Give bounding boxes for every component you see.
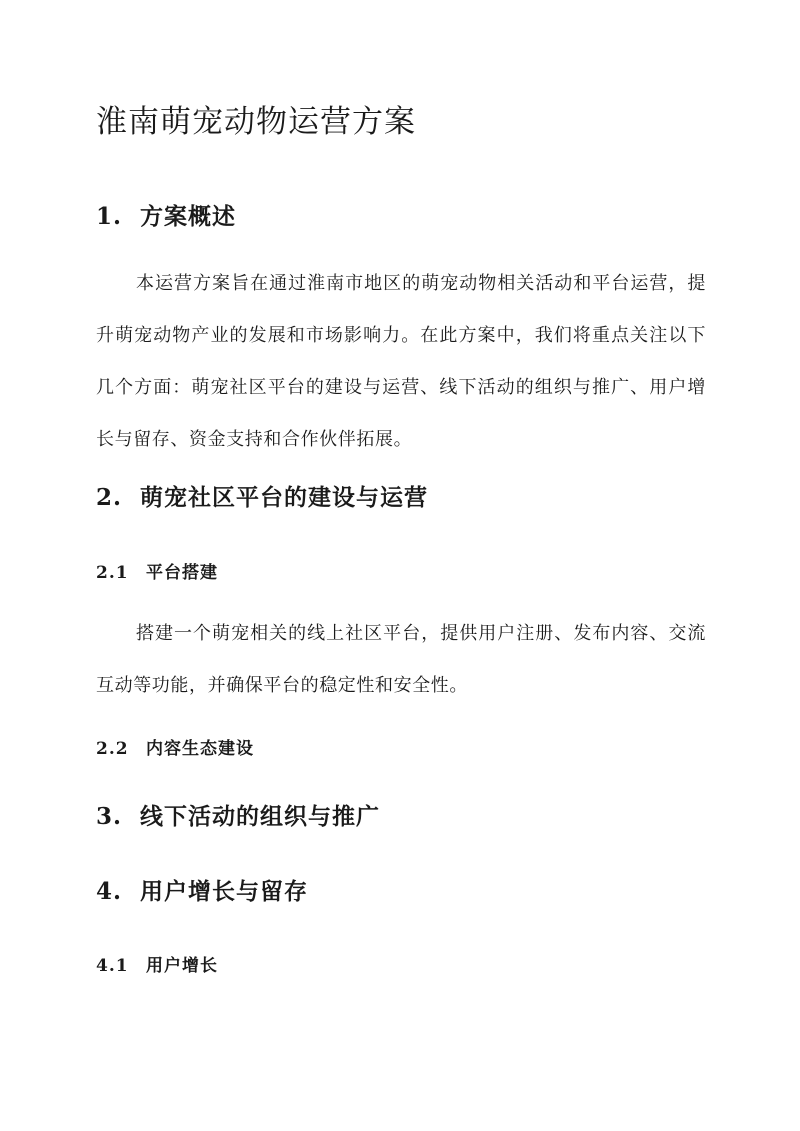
section-title: 线下活动的组织与推广: [140, 803, 380, 830]
section-title: 用户增长与留存: [140, 878, 308, 905]
subsection-number: 4.1: [96, 956, 129, 976]
section-heading-overview: [96, 198, 236, 231]
subsection-heading-user-acquisition: [96, 951, 218, 976]
subsection-number: 2.1: [96, 563, 129, 583]
section-number: 4.: [96, 878, 123, 905]
section-title: 萌宠社区平台的建设与运营: [140, 484, 428, 511]
subsection-title: 平台搭建: [146, 563, 218, 583]
subsection-title: 用户增长: [146, 956, 218, 976]
overview-paragraph: 本运营方案旨在通过淮南市地区的萌宠动物相关活动和平台运营，提升萌宠动物产业的发展和市场影响力。在此方案中，我们将重点关注以下几个方面：萌宠社区平台的建设与运营、线下活动的组织与推广、用户增长与留存、资金支持和合作伙伴拓展。: [96, 273, 706, 450]
section-number: 1.: [96, 203, 123, 230]
section-heading-user-growth: [96, 873, 308, 906]
section-number: 2.: [96, 484, 123, 511]
subsection-heading-content-ecosystem: [96, 734, 254, 759]
subsection-number: 2.2: [96, 739, 129, 759]
subsection-heading-platform-setup: [96, 558, 218, 583]
section-number: 3.: [96, 803, 123, 830]
section-heading-offline-events: [96, 798, 380, 831]
section-title: 方案概述: [140, 203, 236, 230]
subsection-title: 内容生态建设: [146, 739, 254, 759]
section-heading-platform: [96, 479, 428, 512]
platform-setup-paragraph: 搭建一个萌宠相关的线上社区平台，提供用户注册、发布内容、交流互动等功能，并确保平台的稳定性和安全性。: [96, 623, 706, 696]
document-title: 淮南萌宠动物运营方案: [96, 104, 416, 140]
